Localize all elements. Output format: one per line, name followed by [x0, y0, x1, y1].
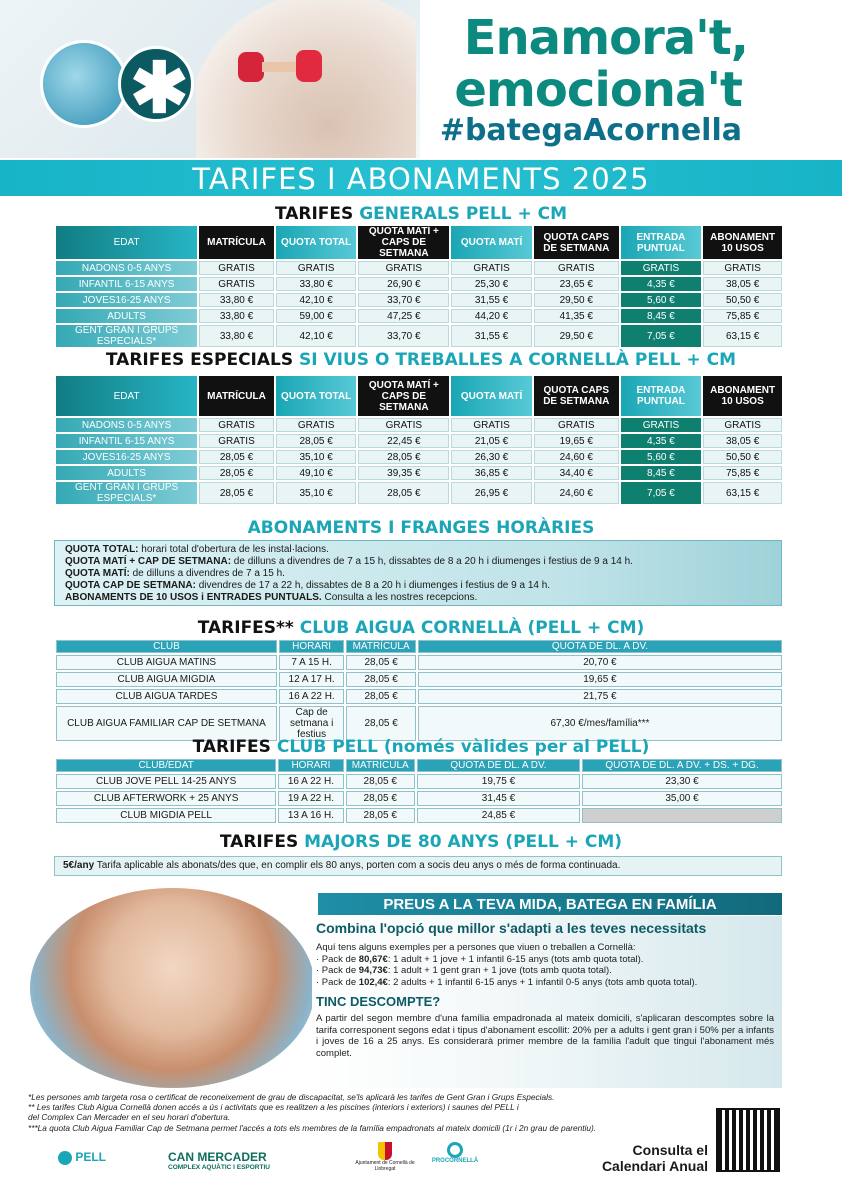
discount-title: TINC DESCOMPTE?	[316, 994, 441, 1009]
table-header-row	[56, 759, 782, 772]
pack-price: 102,4€	[358, 976, 388, 988]
special-heading	[0, 350, 842, 370]
price-cell: 28,05 €	[276, 434, 357, 448]
column-header: MATRÍCULA	[346, 759, 415, 772]
price-cell: 33,80 €	[276, 277, 357, 291]
pell-logo: PELL	[58, 1150, 106, 1165]
table-row	[56, 655, 782, 670]
price-cell: GRATIS	[199, 418, 274, 432]
table-header-row	[56, 376, 782, 416]
price-cell: 28,05 €	[358, 482, 449, 504]
price-cell: GRATIS	[358, 261, 449, 275]
price-cell: GRATIS	[451, 418, 532, 432]
pell-heading	[0, 737, 842, 757]
column-header: QUOTA DE DL. A DV.	[417, 759, 580, 772]
table-row	[56, 672, 782, 687]
age-label: ADULTS	[56, 466, 197, 480]
coat-of-arms-icon	[378, 1142, 392, 1160]
majors-info	[54, 856, 782, 876]
discount-text: A partir del segon membre d'una família empadronada al mateix domicili, s'aplicaran descomptes sobre la tarifa corresponent segons edat i tipus d'abonament escollit: 20% per a adults i gent gran i 50% per a infants i joves de 16 a 25 anys. Es considerarà primer membre de la família l'adult que tingui l'abonament més complet.	[316, 1013, 774, 1059]
pack-price: 80,67€	[358, 953, 388, 965]
pack-desc: : 2 adults + 1 infantil 6-15 anys + 1 infantil 0-5 anys (tots amb quota total).	[387, 976, 698, 988]
price-cell: 31,55 €	[451, 325, 532, 347]
club-name: CLUB AIGUA MIGDIA	[56, 672, 277, 687]
club-name: CLUB AFTERWORK + 25 ANYS	[56, 791, 276, 806]
club-name: CLUB AIGUA FAMILIAR CAP DE SETMANA	[56, 706, 277, 741]
franges-line-text: Consulta a les nostres recepcions.	[321, 592, 478, 603]
special-heading-black: TARIFES ESPECIALS	[105, 350, 294, 370]
club-cell: 28,05 €	[346, 808, 415, 823]
club-cell: 16 A 22 H.	[278, 774, 343, 789]
majors-heading	[0, 832, 842, 852]
ajuntament-logo: Ajuntament de Cornellà de Llobregat	[355, 1142, 415, 1172]
pack-line	[316, 977, 782, 989]
price-cell: 28,05 €	[358, 450, 449, 464]
franges-info-box	[54, 540, 782, 606]
hashtag: #bategaAcornella	[439, 113, 742, 148]
pack-prefix: · Pack de	[316, 965, 359, 976]
franges-line-bold: QUOTA MATÍ:	[65, 568, 130, 579]
price-cell: 75,85 €	[703, 309, 782, 323]
column-header: ENTRADA PUNTUAL	[621, 226, 702, 259]
column-header: ABONAMENT 10 USOS	[703, 226, 782, 259]
club-cell: 28,05 €	[346, 791, 415, 806]
footnote-line: ***La quota Club Aigua Familiar Cap de Setmana permet l'accés a tots els membres de la família empadronats al mateix domicili (1r i 2n grau de parentiu).	[28, 1122, 597, 1133]
club-name: CLUB AIGUA TARDES	[56, 689, 277, 704]
canmercader-logo: CAN MERCADER COMPLEX AQUÀTIC I ESPORTIU	[168, 1150, 270, 1171]
club-cell: 23,30 €	[582, 774, 782, 789]
table-row	[56, 261, 782, 275]
price-cell: 8,45 €	[621, 309, 702, 323]
price-cell: 22,45 €	[358, 434, 449, 448]
franges-line-bold: QUOTA MATÍ + CAP DE SETMANA:	[65, 556, 232, 567]
price-cell: GRATIS	[276, 418, 357, 432]
franges-line-text: de dilluns a divendres de 7 a 15 h.	[129, 568, 285, 579]
pack-prefix: · Pack de	[316, 976, 359, 988]
age-label: INFANTIL 6-15 ANYS	[56, 277, 197, 291]
family-box	[312, 916, 782, 1088]
franges-line	[65, 556, 771, 568]
column-header: ENTRADA PUNTUAL	[621, 376, 702, 416]
club-cell: 35,00 €	[582, 791, 782, 806]
price-cell: GRATIS	[621, 418, 702, 432]
price-cell: 23,65 €	[534, 277, 619, 291]
franges-line	[65, 580, 771, 592]
majors-text: Tarifa aplicable als abonats/des que, en complir els 80 anys, porten com a socis deu anys o més de forma continuada.	[94, 860, 621, 871]
price-cell: 8,45 €	[621, 466, 702, 480]
price-cell: GRATIS	[621, 261, 702, 275]
table-row	[56, 277, 782, 291]
price-cell: 5,60 €	[621, 450, 702, 464]
club-name: CLUB AIGUA MATINS	[56, 655, 277, 670]
price-cell: 59,00 €	[276, 309, 357, 323]
table-row	[56, 466, 782, 480]
price-cell: 28,05 €	[199, 450, 274, 464]
club-aigua-table	[54, 638, 784, 743]
price-cell: GRATIS	[276, 261, 357, 275]
franges-line-bold: QUOTA CAP DE SETMANA:	[65, 580, 196, 591]
footnote-line: ** Les tarifes Club Aigua Cornellà donen accés a ús i activitats que es realitzen a les piscines (interiors i exteriors) i saunes del PELL i	[28, 1102, 519, 1113]
consulta-calendar: Consulta el Calendari Anual	[601, 1142, 708, 1174]
franges-line	[65, 592, 771, 604]
price-cell: 50,50 €	[703, 450, 782, 464]
pack-desc: : 1 adult + 1 jove + 1 infantil 6-15 anys (tots amb quota total).	[387, 953, 644, 965]
age-label: INFANTIL 6-15 ANYS	[56, 434, 197, 448]
pack-prefix: · Pack de	[316, 953, 359, 965]
column-header: MATRÍCULA	[199, 226, 274, 259]
price-cell: 25,30 €	[451, 277, 532, 291]
price-cell: 4,35 €	[621, 277, 702, 291]
headline-line1: Enamora't,	[463, 10, 748, 66]
table-header-row	[56, 226, 782, 259]
general-heading-black: TARIFES	[274, 204, 354, 224]
age-label: JOVES16-25 ANYS	[56, 450, 197, 464]
price-cell: 42,10 €	[276, 293, 357, 307]
pell-heading-black: TARIFES	[192, 737, 271, 757]
footnote-line: *Les persones amb targeta rosa o certificat de reconeixement de grau de discapacitat, se'ls aplicarà les tarifes de Gent Gran i Grups Especials.	[28, 1092, 555, 1102]
column-header: QUOTA TOTAL	[276, 376, 357, 416]
family-packs	[316, 954, 782, 989]
aigua-heading	[0, 618, 842, 638]
price-cell: 33,70 €	[358, 293, 449, 307]
price-cell: 33,80 €	[199, 293, 274, 307]
club-cell: 19,75 €	[417, 774, 580, 789]
club-name: CLUB JOVE PELL 14-25 ANYS	[56, 774, 276, 789]
price-cell: 33,80 €	[199, 309, 274, 323]
price-cell: 75,85 €	[703, 466, 782, 480]
column-header: QUOTA MATÍ + CAPS DE SETMANA	[358, 376, 449, 416]
aigua-heading-color: CLUB AIGUA CORNELLÀ (PELL + CM)	[299, 618, 645, 638]
table-row	[56, 808, 782, 823]
price-cell: GRATIS	[703, 261, 782, 275]
franges-line	[65, 568, 771, 580]
general-tariffs-table	[54, 224, 784, 349]
club-cell: 67,30 €/mes/família***	[418, 706, 782, 741]
table-row	[56, 689, 782, 704]
price-cell: GRATIS	[199, 277, 274, 291]
age-label: JOVES16-25 ANYS	[56, 293, 197, 307]
column-header: ABONAMENT 10 USOS	[703, 376, 782, 416]
price-cell: GRATIS	[534, 261, 619, 275]
pell-logo-icon	[58, 1151, 72, 1165]
price-cell: 24,60 €	[534, 450, 619, 464]
price-cell: 29,50 €	[534, 293, 619, 307]
price-cell: 63,15 €	[703, 325, 782, 347]
price-cell: GRATIS	[451, 261, 532, 275]
column-header: EDAT	[56, 226, 197, 259]
club-cell: 16 A 22 H.	[279, 689, 344, 704]
price-cell: 38,05 €	[703, 434, 782, 448]
pool-bubble-icon	[40, 40, 128, 128]
table-row	[56, 774, 782, 789]
franges-line-bold: ABONAMENTS DE 10 USOS i ENTRADES PUNTUALS.	[65, 592, 322, 603]
aigua-heading-black: TARIFES**	[197, 618, 294, 638]
club-name: CLUB MIGDIA PELL	[56, 808, 276, 823]
majors-heading-end: (PELL + CM)	[505, 832, 623, 852]
asterisk-icon: ✱	[130, 49, 189, 127]
club-cell: 28,05 €	[346, 672, 416, 687]
pack-line	[316, 954, 782, 966]
column-header: QUOTA TOTAL	[276, 226, 357, 259]
price-cell: 38,05 €	[703, 277, 782, 291]
hero-image	[0, 0, 420, 158]
club-cell: 28,05 €	[346, 689, 416, 704]
price-cell: 39,35 €	[358, 466, 449, 480]
price-cell: GRATIS	[703, 418, 782, 432]
price-cell: 29,50 €	[534, 325, 619, 347]
price-cell: 31,55 €	[451, 293, 532, 307]
majors-heading-black: TARIFES	[219, 832, 299, 852]
price-cell: 33,70 €	[358, 325, 449, 347]
price-cell: GRATIS	[534, 418, 619, 432]
age-label: NADONS 0-5 ANYS	[56, 418, 197, 432]
column-header: HORARI	[278, 759, 343, 772]
age-label: GENT GRAN I GRUPS ESPECIALS*	[56, 482, 197, 504]
dumbbell-icon	[232, 44, 328, 88]
table-row	[56, 706, 782, 741]
footnote-line: del Complex Can Mercader en el seu horari d'obertura.	[28, 1112, 231, 1123]
price-cell: 26,30 €	[451, 450, 532, 464]
franges-line	[65, 544, 771, 556]
price-cell: 5,60 €	[621, 293, 702, 307]
pack-price: 94,73€	[358, 965, 388, 976]
age-label: ADULTS	[56, 309, 197, 323]
column-header: QUOTA DE DL. A DV. + DS. + DG.	[582, 759, 782, 772]
table-row	[56, 325, 782, 347]
general-heading-color: GENERALS PELL + CM	[359, 204, 568, 224]
price-cell: 41,35 €	[534, 309, 619, 323]
club-cell: 21,75 €	[418, 689, 782, 704]
majors-heading-color: MAJORS DE 80 ANYS	[304, 832, 500, 852]
family-banner: PREUS A LA TEVA MIDA, BATEGA EN FAMÍLIA	[318, 893, 782, 915]
price-cell: 7,05 €	[621, 482, 702, 504]
club-cell	[582, 808, 782, 823]
price-cell: 47,25 €	[358, 309, 449, 323]
table-header-row	[56, 640, 782, 653]
club-pell-table	[54, 757, 784, 825]
table-row	[56, 293, 782, 307]
table-row	[56, 309, 782, 323]
headline-line2: emociona't	[454, 62, 742, 118]
club-cell: 28,05 €	[346, 655, 416, 670]
price-cell: GRATIS	[199, 434, 274, 448]
age-label: NADONS 0-5 ANYS	[56, 261, 197, 275]
table-row	[56, 434, 782, 448]
price-cell: GRATIS	[199, 261, 274, 275]
price-cell: 7,05 €	[621, 325, 702, 347]
column-header: MATRÍCULA	[199, 376, 274, 416]
column-header: MATRÍCULA	[346, 640, 416, 653]
page-title: TARIFES I ABONAMENTS 2025	[192, 162, 650, 196]
club-cell: 19,65 €	[418, 672, 782, 687]
club-cell: 28,05 €	[346, 706, 416, 741]
table-row	[56, 482, 782, 504]
club-cell: 28,05 €	[346, 774, 415, 789]
club-cell: 19 A 22 H.	[278, 791, 343, 806]
pell-heading-color: CLUB PELL (només vàlides per al PELL)	[276, 737, 650, 757]
price-cell: 4,35 €	[621, 434, 702, 448]
column-header: QUOTA MATÍ	[451, 376, 532, 416]
column-header: QUOTA MATÍ	[451, 226, 532, 259]
table-row	[56, 791, 782, 806]
column-header: CLUB/EDAT	[56, 759, 276, 772]
price-cell: 19,65 €	[534, 434, 619, 448]
qr-code-icon[interactable]	[716, 1108, 780, 1172]
price-cell: 34,40 €	[534, 466, 619, 480]
pack-line	[316, 965, 782, 977]
column-header: QUOTA MATÍ + CAPS DE SETMANA	[358, 226, 449, 259]
age-label: GENT GRAN I GRUPS ESPECIALS*	[56, 325, 197, 347]
special-heading-color: SI VIUS O TREBALLES A CORNELLÀ PELL + CM	[299, 350, 737, 370]
price-cell: 26,95 €	[451, 482, 532, 504]
price-cell: 63,15 €	[703, 482, 782, 504]
price-cell: 42,10 €	[276, 325, 357, 347]
price-cell: 49,10 €	[276, 466, 357, 480]
price-cell: 35,10 €	[276, 482, 357, 504]
column-header: CLUB	[56, 640, 277, 653]
column-header: QUOTA CAPS DE SETMANA	[534, 376, 619, 416]
franges-line-text: horari total d'obertura de les instal·lacions.	[138, 544, 329, 555]
procornella-icon	[447, 1142, 463, 1158]
price-cell: 26,90 €	[358, 277, 449, 291]
price-cell: GRATIS	[358, 418, 449, 432]
family-title: Combina l'opció que millor s'adapti a les teves necessitats	[316, 920, 707, 936]
club-cell: Cap de setmana i festius	[279, 706, 344, 741]
special-tariffs-table	[54, 374, 784, 506]
club-cell: 7 A 15 H.	[279, 655, 344, 670]
price-cell: 21,05 €	[451, 434, 532, 448]
franges-line-text: divendres de 17 a 22 h, dissabtes de 8 a 20 h i diumenges i festius de 9 a 14 h.	[195, 580, 551, 591]
column-header: HORARI	[279, 640, 344, 653]
column-header: QUOTA DE DL. A DV.	[418, 640, 782, 653]
price-cell: 36,85 €	[451, 466, 532, 480]
club-cell: 12 A 17 H.	[279, 672, 344, 687]
price-cell: 24,60 €	[534, 482, 619, 504]
franges-heading: ABONAMENTS I FRANGES HORÀRIES	[247, 518, 595, 538]
club-cell: 20,70 €	[418, 655, 782, 670]
franges-line-bold: QUOTA TOTAL:	[65, 544, 139, 555]
price-cell: 35,10 €	[276, 450, 357, 464]
column-header: EDAT	[56, 376, 197, 416]
club-cell: 13 A 16 H.	[278, 808, 343, 823]
general-heading	[0, 204, 842, 224]
price-cell: 28,05 €	[199, 466, 274, 480]
price-cell: 44,20 €	[451, 309, 532, 323]
column-header: QUOTA CAPS DE SETMANA	[534, 226, 619, 259]
club-cell: 31,45 €	[417, 791, 580, 806]
franges-line-text: de dilluns a divendres de 7 a 15 h, dissabtes de 8 a 20 h i diumenges i festius de 9 a 14 h.	[231, 556, 633, 567]
pack-desc: : 1 adult + 1 gent gran + 1 jove (tots amb quota total).	[387, 965, 612, 976]
table-row	[56, 418, 782, 432]
price-cell: 28,05 €	[199, 482, 274, 504]
majors-price: 5€/any	[63, 860, 95, 871]
price-cell: 50,50 €	[703, 293, 782, 307]
price-cell: 33,80 €	[199, 325, 274, 347]
club-cell: 24,85 €	[417, 808, 580, 823]
family-intro: Aquí tens alguns exemples per a persones que viuen o treballen a Cornellà:	[316, 942, 636, 953]
family-photo	[30, 888, 315, 1088]
table-row	[56, 450, 782, 464]
footnotes	[28, 1092, 668, 1133]
procornella-logo: PROCORNELLÀ	[425, 1142, 485, 1164]
